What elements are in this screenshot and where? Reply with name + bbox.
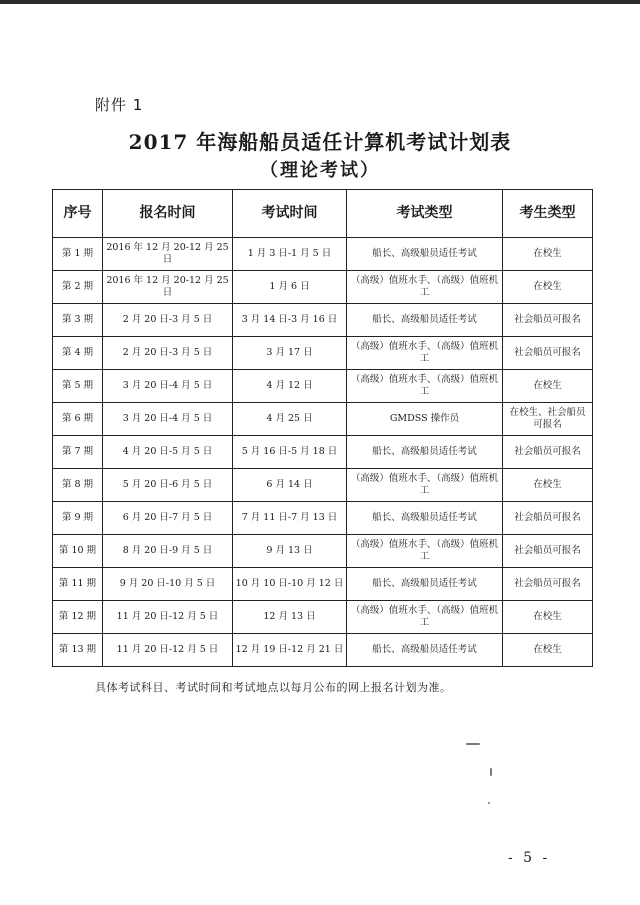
cell-exam-type: （高级）值班水手、（高级）值班机工 (347, 535, 503, 568)
cell-candidate-type: 社会船员可报名 (503, 337, 593, 370)
cell-exam-type: GMDSS 操作员 (347, 403, 503, 436)
cell-registration-time: 8 月 20 日-9 月 5 日 (103, 535, 233, 568)
cell-registration-time: 2 月 20 日-3 月 5 日 (103, 337, 233, 370)
cell-candidate-type: 社会船员可报名 (503, 535, 593, 568)
cell-exam-type: 船长、高级船员适任考试 (347, 436, 503, 469)
cell-sequence: 第 3 期 (53, 304, 103, 337)
document-title: 2017 年海船船员适任计算机考试计划表 (128, 130, 512, 154)
cell-sequence: 第 9 期 (53, 502, 103, 535)
cell-sequence: 第 8 期 (53, 469, 103, 502)
cell-registration-time: 6 月 20 日-7 月 5 日 (103, 502, 233, 535)
table-row (53, 403, 593, 436)
table-row (53, 304, 593, 337)
cell-exam-time: 5 月 16 日-5 月 18 日 (233, 436, 347, 469)
cell-exam-type: （高级）值班水手、（高级）值班机工 (347, 601, 503, 634)
cell-sequence: 第 10 期 (53, 535, 103, 568)
table-header-row (53, 190, 593, 238)
page-number: - 5 - (508, 850, 551, 866)
cell-sequence: 第 6 期 (53, 403, 103, 436)
cell-exam-type: （高级）值班水手、（高级）值班机工 (347, 337, 503, 370)
cell-candidate-type: 在校生 (503, 238, 593, 271)
table-row (53, 337, 593, 370)
table-row (53, 469, 593, 502)
header-exam-type: 考试类型 (347, 190, 503, 238)
cell-exam-time: 6 月 14 日 (233, 469, 347, 502)
cell-registration-time: 2016 年 12 月 20-12 月 25 日 (103, 238, 233, 271)
cell-exam-time: 12 月 13 日 (233, 601, 347, 634)
cell-candidate-type: 社会船员可报名 (503, 304, 593, 337)
cell-exam-time: 1 月 3 日-1 月 5 日 (233, 238, 347, 271)
cell-registration-time: 9 月 20 日-10 月 5 日 (103, 568, 233, 601)
attachment-label: 附件 1 (95, 96, 144, 114)
scan-speck (466, 743, 480, 745)
cell-candidate-type: 在校生、社会船员可报名 (503, 403, 593, 436)
cell-registration-time: 2016 年 12 月 20-12 月 25 日 (103, 271, 233, 304)
cell-candidate-type: 在校生 (503, 271, 593, 304)
table-row (53, 502, 593, 535)
cell-candidate-type: 社会船员可报名 (503, 436, 593, 469)
cell-exam-type: 船长、高级船员适任考试 (347, 238, 503, 271)
cell-sequence: 第 13 期 (53, 634, 103, 667)
cell-candidate-type: 在校生 (503, 601, 593, 634)
cell-registration-time: 11 月 20 日-12 月 5 日 (103, 601, 233, 634)
header-sequence: 序号 (53, 190, 103, 238)
table-row (53, 568, 593, 601)
cell-candidate-type: 社会船员可报名 (503, 502, 593, 535)
cell-exam-time: 7 月 11 日-7 月 13 日 (233, 502, 347, 535)
table-row (53, 370, 593, 403)
scan-speck (488, 802, 490, 804)
cell-registration-time: 4 月 20 日-5 月 5 日 (103, 436, 233, 469)
cell-exam-type: （高级）值班水手、（高级）值班机工 (347, 370, 503, 403)
table-row (53, 436, 593, 469)
cell-exam-time: 10 月 10 日-10 月 12 日 (233, 568, 347, 601)
cell-sequence: 第 1 期 (53, 238, 103, 271)
cell-sequence: 第 5 期 (53, 370, 103, 403)
cell-exam-time: 4 月 12 日 (233, 370, 347, 403)
cell-exam-time: 4 月 25 日 (233, 403, 347, 436)
header-exam-time: 考试时间 (233, 190, 347, 238)
cell-sequence: 第 2 期 (53, 271, 103, 304)
header-registration-time: 报名时间 (103, 190, 233, 238)
cell-sequence: 第 4 期 (53, 337, 103, 370)
cell-candidate-type: 在校生 (503, 634, 593, 667)
table-row (53, 271, 593, 304)
cell-exam-time: 3 月 17 日 (233, 337, 347, 370)
cell-sequence: 第 11 期 (53, 568, 103, 601)
cell-registration-time: 3 月 20 日-4 月 5 日 (103, 370, 233, 403)
cell-candidate-type: 社会船员可报名 (503, 568, 593, 601)
cell-registration-time: 5 月 20 日-6 月 5 日 (103, 469, 233, 502)
cell-exam-type: （高级）值班水手、（高级）值班机工 (347, 469, 503, 502)
cell-exam-time: 1 月 6 日 (233, 271, 347, 304)
cell-exam-type: 船长、高级船员适任考试 (347, 634, 503, 667)
table-row (53, 601, 593, 634)
cell-exam-type: （高级）值班水手、（高级）值班机工 (347, 271, 503, 304)
header-candidate-type: 考生类型 (503, 190, 593, 238)
table-row (53, 238, 593, 271)
cell-exam-type: 船长、高级船员适任考试 (347, 568, 503, 601)
footnote: 具体考试科目、考试时间和考试地点以每月公布的网上报名计划为准。 (95, 681, 452, 694)
cell-registration-time: 11 月 20 日-12 月 5 日 (103, 634, 233, 667)
cell-registration-time: 2 月 20 日-3 月 5 日 (103, 304, 233, 337)
cell-sequence: 第 12 期 (53, 601, 103, 634)
exam-schedule-table (52, 189, 593, 667)
cell-exam-time: 3 月 14 日-3 月 16 日 (233, 304, 347, 337)
cell-exam-time: 9 月 13 日 (233, 535, 347, 568)
cell-candidate-type: 在校生 (503, 370, 593, 403)
cell-exam-time: 12 月 19 日-12 月 21 日 (233, 634, 347, 667)
table-row (53, 535, 593, 568)
scan-top-border (0, 0, 640, 4)
table-row (53, 634, 593, 667)
cell-sequence: 第 7 期 (53, 436, 103, 469)
cell-exam-type: 船长、高级船员适任考试 (347, 502, 503, 535)
document-subtitle: （理论考试） (260, 160, 380, 181)
scan-speck (490, 768, 492, 776)
cell-registration-time: 3 月 20 日-4 月 5 日 (103, 403, 233, 436)
cell-exam-type: 船长、高级船员适任考试 (347, 304, 503, 337)
cell-candidate-type: 在校生 (503, 469, 593, 502)
